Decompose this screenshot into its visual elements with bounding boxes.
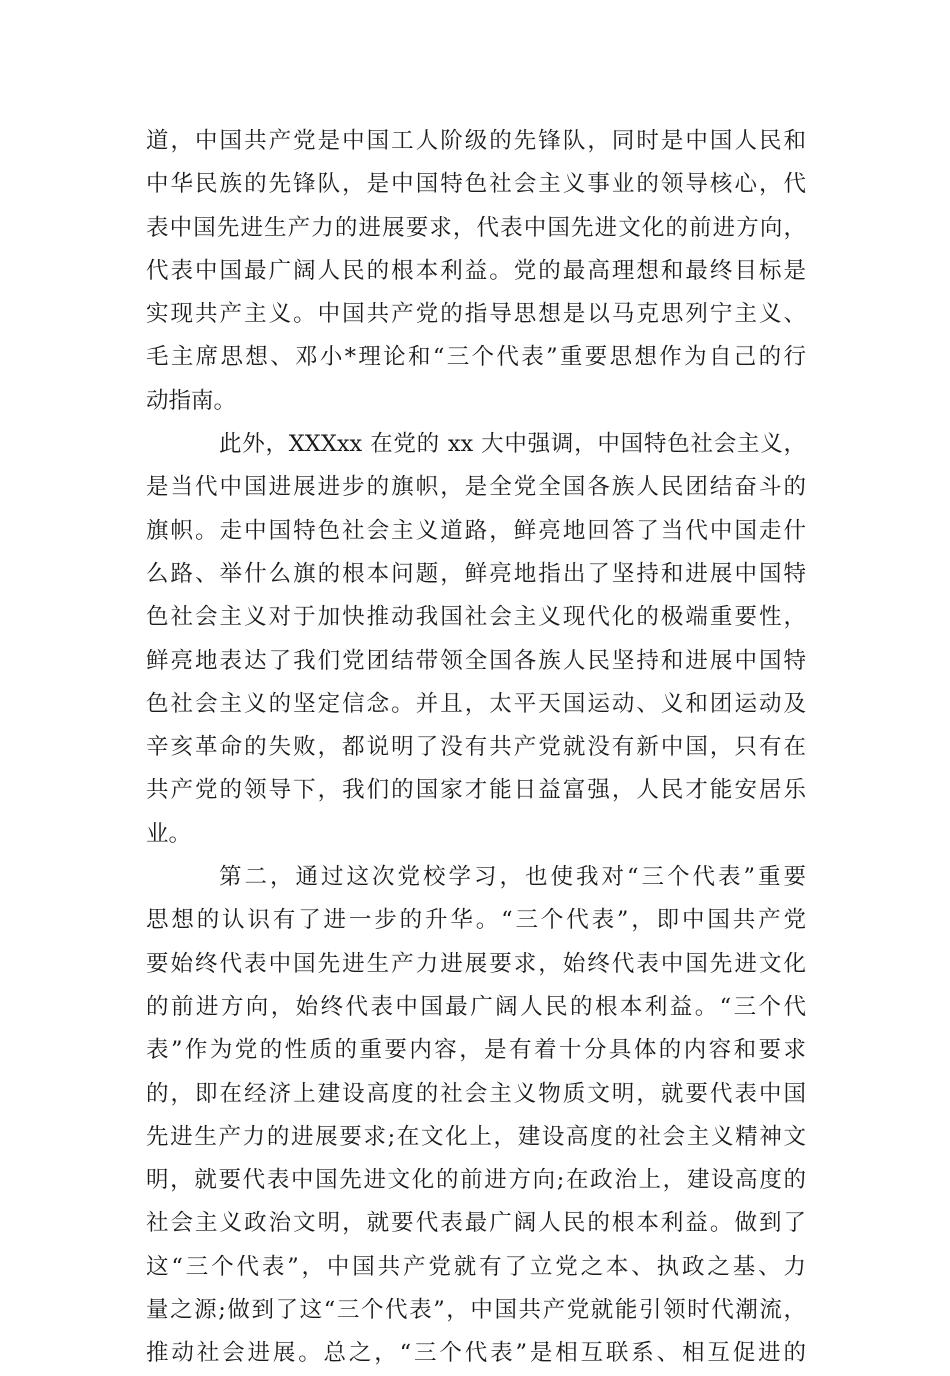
text-line: 业。	[146, 820, 192, 847]
text-line: 先进生产力的进展要求;在文化上，建设高度的社会主义精神文	[146, 1123, 806, 1150]
text-line: 旗帜。走中国特色社会主义道路，鲜亮地回答了当代中国走什	[146, 517, 806, 544]
text-line: 鲜亮地表达了我们党团结带领全国各族人民坚持和进展中国特	[146, 647, 806, 674]
text-line: 思想的认识有了进一步的升华。“三个代表”，即中国共产党	[146, 907, 806, 934]
text-line: 的前进方向，始终代表中国最广阔人民的根本利益。“三个代	[146, 993, 806, 1020]
text-line: 社会主义政治文明，就要代表最广阔人民的根本利益。做到了	[146, 1210, 806, 1237]
text-line: 中华民族的先锋队，是中国特色社会主义事业的领导核心，代	[146, 171, 806, 198]
text-line: 道，中国共产党是中国工人阶级的先锋队，同时是中国人民和	[146, 128, 806, 154]
text-line: 共产党的领导下，我们的国家才能日益富强，人民才能安居乐	[146, 777, 806, 804]
text-line: 推动社会进展。总之，“三个代表”是相互联系、相互促进的	[146, 1340, 806, 1367]
document-body	[146, 120, 806, 1376]
text-line: 是当代中国进展进步的旗帜，是全党全国各族人民团结奋斗的	[146, 474, 806, 501]
text-line: 明，就要代表中国先进文化的前进方向;在政治上，建设高度的	[146, 1167, 806, 1194]
text-line: 么路、举什么旗的根本问题，鲜亮地指出了坚持和进展中国特	[146, 560, 806, 587]
text-line: 代表中国最广阔人民的根本利益。党的最高理想和最终目标是	[146, 257, 806, 284]
text-line: 表中国先进生产力的进展要求，代表中国先进文化的前进方向，	[146, 214, 806, 241]
text-line: 的，即在经济上建设高度的社会主义物质文明，就要代表中国	[146, 1080, 806, 1107]
text-line: 辛亥革命的失败，都说明了没有共产党就没有新中国，只有在	[146, 734, 806, 761]
text-line: 色社会主义的坚定信念。并且，太平天国运动、义和团运动及	[146, 690, 806, 717]
paragraph-first-line: 此外，XXXxx 在党的 xx 大中强调，中国特色社会主义，	[219, 431, 806, 458]
paragraph-first-line: 第二，通过这次党校学习，也使我对“三个代表”重要	[219, 864, 806, 891]
text-line: 要始终代表中国先进生产力进展要求，始终代表中国先进文化	[146, 950, 806, 977]
text-line: 表”作为党的性质的重要内容，是有着十分具体的内容和要求	[146, 1037, 806, 1064]
text-line: 色社会主义对于加快推动我国社会主义现代化的极端重要性，	[146, 604, 806, 631]
text-line: 这“三个代表”，中国共产党就有了立党之本、执政之基、力	[146, 1253, 806, 1280]
text-line: 毛主席思想、邓小*理论和“三个代表”重要思想作为自己的行	[146, 344, 806, 371]
text-line: 量之源;做到了这“三个代表”，中国共产党就能引领时代潮流，	[146, 1297, 806, 1324]
text-line: 动指南。	[146, 387, 237, 414]
text-line: 实现共产主义。中国共产党的指导思想是以马克思列宁主义、	[146, 301, 806, 328]
